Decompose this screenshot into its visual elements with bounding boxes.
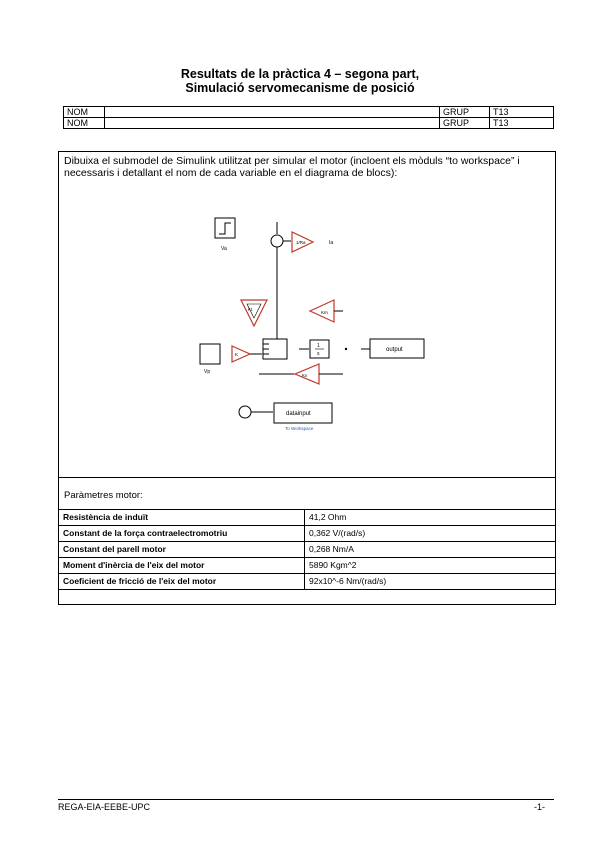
param-row bbox=[59, 574, 556, 590]
document-title-line1: Resultats de la pràctica 4 – segona part, bbox=[180, 67, 420, 81]
param-value: 0,268 Nm/A bbox=[305, 542, 556, 558]
section-divider bbox=[58, 477, 556, 478]
param-name: Coeficient de fricció de l'eix del motor bbox=[59, 574, 305, 590]
param-value: 41,2 Ohm bbox=[305, 510, 556, 526]
integrator-denominator: s bbox=[317, 351, 320, 357]
param-name: Constant de la força contraelectromotriu bbox=[59, 526, 305, 542]
param-row bbox=[59, 510, 556, 526]
motor-params-table bbox=[58, 509, 556, 590]
student-row bbox=[64, 107, 554, 118]
grup-label: GRUP bbox=[440, 107, 490, 118]
junction-dot bbox=[345, 348, 347, 350]
param-value: 92x10^-6 Nm/(rad/s) bbox=[305, 574, 556, 590]
gain-kv-label: Kv bbox=[302, 373, 308, 378]
param-row bbox=[59, 558, 556, 574]
grup-value[interactable]: T13 bbox=[490, 118, 554, 129]
grup-value[interactable]: T13 bbox=[490, 107, 554, 118]
nom-value[interactable] bbox=[105, 107, 440, 118]
nom-label: NOM bbox=[64, 118, 105, 129]
constant-label: Vp bbox=[204, 369, 211, 375]
to-workspace-caption: To Workspace bbox=[285, 426, 314, 431]
gain-kt-block bbox=[241, 300, 267, 326]
nom-value[interactable] bbox=[105, 118, 440, 129]
step-label: Va bbox=[221, 246, 227, 252]
gain-kt-label: Kt bbox=[248, 307, 253, 312]
integrator-numerator: 1 bbox=[317, 343, 320, 349]
student-row bbox=[64, 118, 554, 129]
output-block-label: output bbox=[386, 347, 403, 353]
param-row bbox=[59, 526, 556, 542]
params-section-label: Paràmetres motor: bbox=[64, 490, 143, 501]
footer-left-text: REGA-EIA-EEBE-UPC bbox=[58, 802, 151, 812]
param-value: 0,362 V/(rad/s) bbox=[305, 526, 556, 542]
output-ia-label: Ia bbox=[329, 240, 334, 246]
to-workspace-label: datainput bbox=[286, 411, 311, 417]
param-name: Constant del parell motor bbox=[59, 542, 305, 558]
instructions-text: Dibuixa el submodel de Simulink utilitzat per simular el motor (incloent els mòduls “to workspace” i necessaris i detallant el nom de cada variable en el diagrama de blocs): bbox=[64, 155, 520, 179]
constant-block bbox=[200, 344, 220, 364]
param-value: 5890 Kgm^2 bbox=[305, 558, 556, 574]
param-name: Resistència de induït bbox=[59, 510, 305, 526]
step-block bbox=[215, 218, 235, 238]
param-name: Moment d'inèrcia de l'eix del motor bbox=[59, 558, 305, 574]
document-title-line2: Simulació servomecanisme de posició bbox=[185, 81, 415, 95]
students-table bbox=[63, 106, 554, 129]
gain-k-label: K bbox=[235, 352, 239, 357]
gain-1-over-ra-label: 1/Ra bbox=[296, 240, 306, 245]
gain-km-label: Km bbox=[321, 310, 328, 315]
clock-block bbox=[239, 406, 273, 418]
param-row bbox=[59, 542, 556, 558]
integrator-block bbox=[299, 340, 329, 358]
gain-kv-block bbox=[259, 364, 343, 384]
page-number: -1- bbox=[534, 802, 545, 812]
nom-label: NOM bbox=[64, 107, 105, 118]
sum-block bbox=[271, 222, 291, 292]
grup-label: GRUP bbox=[440, 118, 490, 129]
footer-divider bbox=[58, 799, 554, 800]
simulink-diagram bbox=[59, 192, 555, 477]
